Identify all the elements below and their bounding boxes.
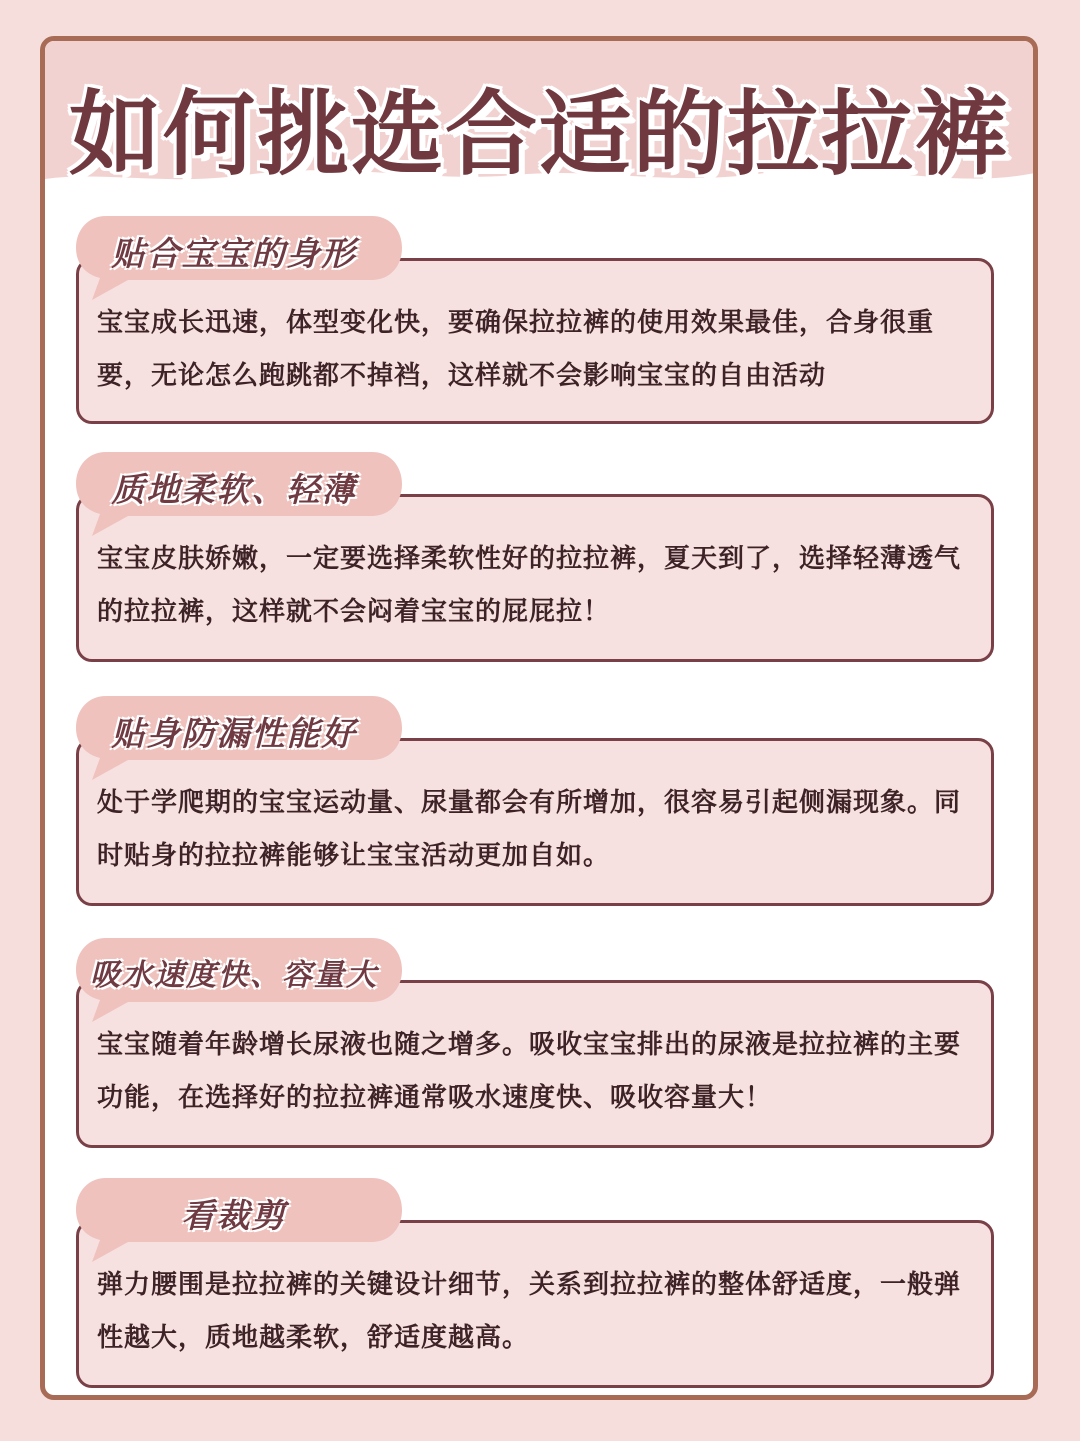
section-body-text: 弹力腰围是拉拉裤的关键设计细节，关系到拉拉裤的整体舒适度，一般弹性越大，质地越柔软，舒适度越高。 xyxy=(97,1270,962,1353)
section-fit xyxy=(74,216,1000,426)
section-cut xyxy=(74,1178,1000,1390)
section-heading: 看裁剪 xyxy=(181,1196,287,1235)
section-body-text: 宝宝随着年龄增长尿液也随之增多。吸收宝宝排出的尿液是拉拉裤的主要功能，在选择好的拉拉裤通常吸水速度快、吸收容量大！ xyxy=(97,1030,962,1113)
section-heading-tag xyxy=(74,696,404,782)
section-heading-tag xyxy=(74,216,404,302)
section-body-text: 宝宝皮肤娇嫩，一定要选择柔软性好的拉拉裤，夏天到了，选择轻薄透气的拉拉裤，这样就不会闷着宝宝的屁屁拉！ xyxy=(97,544,962,627)
section-absorb xyxy=(74,938,1000,1150)
section-heading-tag xyxy=(74,938,404,1024)
title-band xyxy=(45,41,1033,201)
section-heading: 贴合宝宝的身形 xyxy=(111,234,357,273)
section-heading: 贴身防漏性能好 xyxy=(111,714,357,753)
section-body-text: 宝宝成长迅速，体型变化快，要确保拉拉裤的使用效果最佳，合身很重要，无论怎么跑跳都不掉裆，这样就不会影响宝宝的自由活动 xyxy=(97,308,935,391)
section-soft xyxy=(74,452,1000,664)
section-heading: 质地柔软、轻薄 xyxy=(111,470,357,509)
section-body-text: 处于学爬期的宝宝运动量、尿量都会有所增加，很容易引起侧漏现象。同时贴身的拉拉裤能够让宝宝活动更加自如。 xyxy=(97,788,962,871)
page-title: 如何挑选合适的拉拉裤 xyxy=(68,81,1009,188)
section-heading: 吸水速度快、容量大 xyxy=(90,958,378,993)
section-leakproof xyxy=(74,696,1000,908)
section-heading-tag xyxy=(74,1178,404,1264)
section-heading-tag xyxy=(74,452,404,538)
